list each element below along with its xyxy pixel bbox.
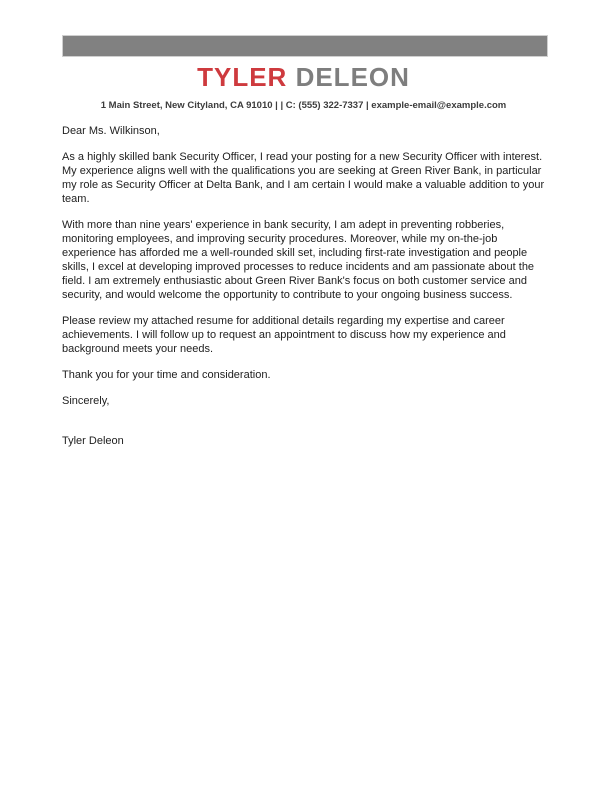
last-name: DELEON: [295, 62, 410, 92]
contact-line: 1 Main Street, New Cityland, CA 91010 | | C: (555) 322-7337 | example-email@example.com: [100, 100, 507, 111]
thanks-line: Thank you for your time and consideration.: [62, 369, 271, 381]
letter-body: [62, 124, 546, 448]
paragraph-followup: Please review my attached resume for additional details regarding my expertise and career achievements. I will follow up to request an appointment to discuss how my experience and background meets your needs.: [62, 315, 506, 355]
paragraph-experience: With more than nine years' experience in bank security, I am adept in preventing robberies, monitoring employees, and improving security procedures. Moreover, while my on-the-job experience has afforded me a well-rounded skill set, including first-rate investigation and people skills, I excel at developing improved processes to reduce incidents and am passionate about the field. I am extremely enthusiastic about Green River Bank's focus on both customer service and security, and would welcome the opportunity to contribute to your ongoing business success.: [62, 219, 535, 301]
header-bar: [62, 35, 548, 57]
salutation: Dear Ms. Wilkinson,: [62, 125, 160, 137]
closing: Sincerely,: [62, 395, 110, 407]
signature-name: Tyler Deleon: [62, 435, 124, 447]
page-title: [0, 61, 607, 93]
first-name: TYLER: [197, 62, 288, 92]
paragraph-intro: As a highly skilled bank Security Officer, I read your posting for a new Security Officer with interest. My experience aligns well with the qualifications you are seeking at Green River Bank, in particular my role as Security Officer at Delta Bank, and I am certain I would make a valuable addition to your team.: [62, 151, 545, 205]
